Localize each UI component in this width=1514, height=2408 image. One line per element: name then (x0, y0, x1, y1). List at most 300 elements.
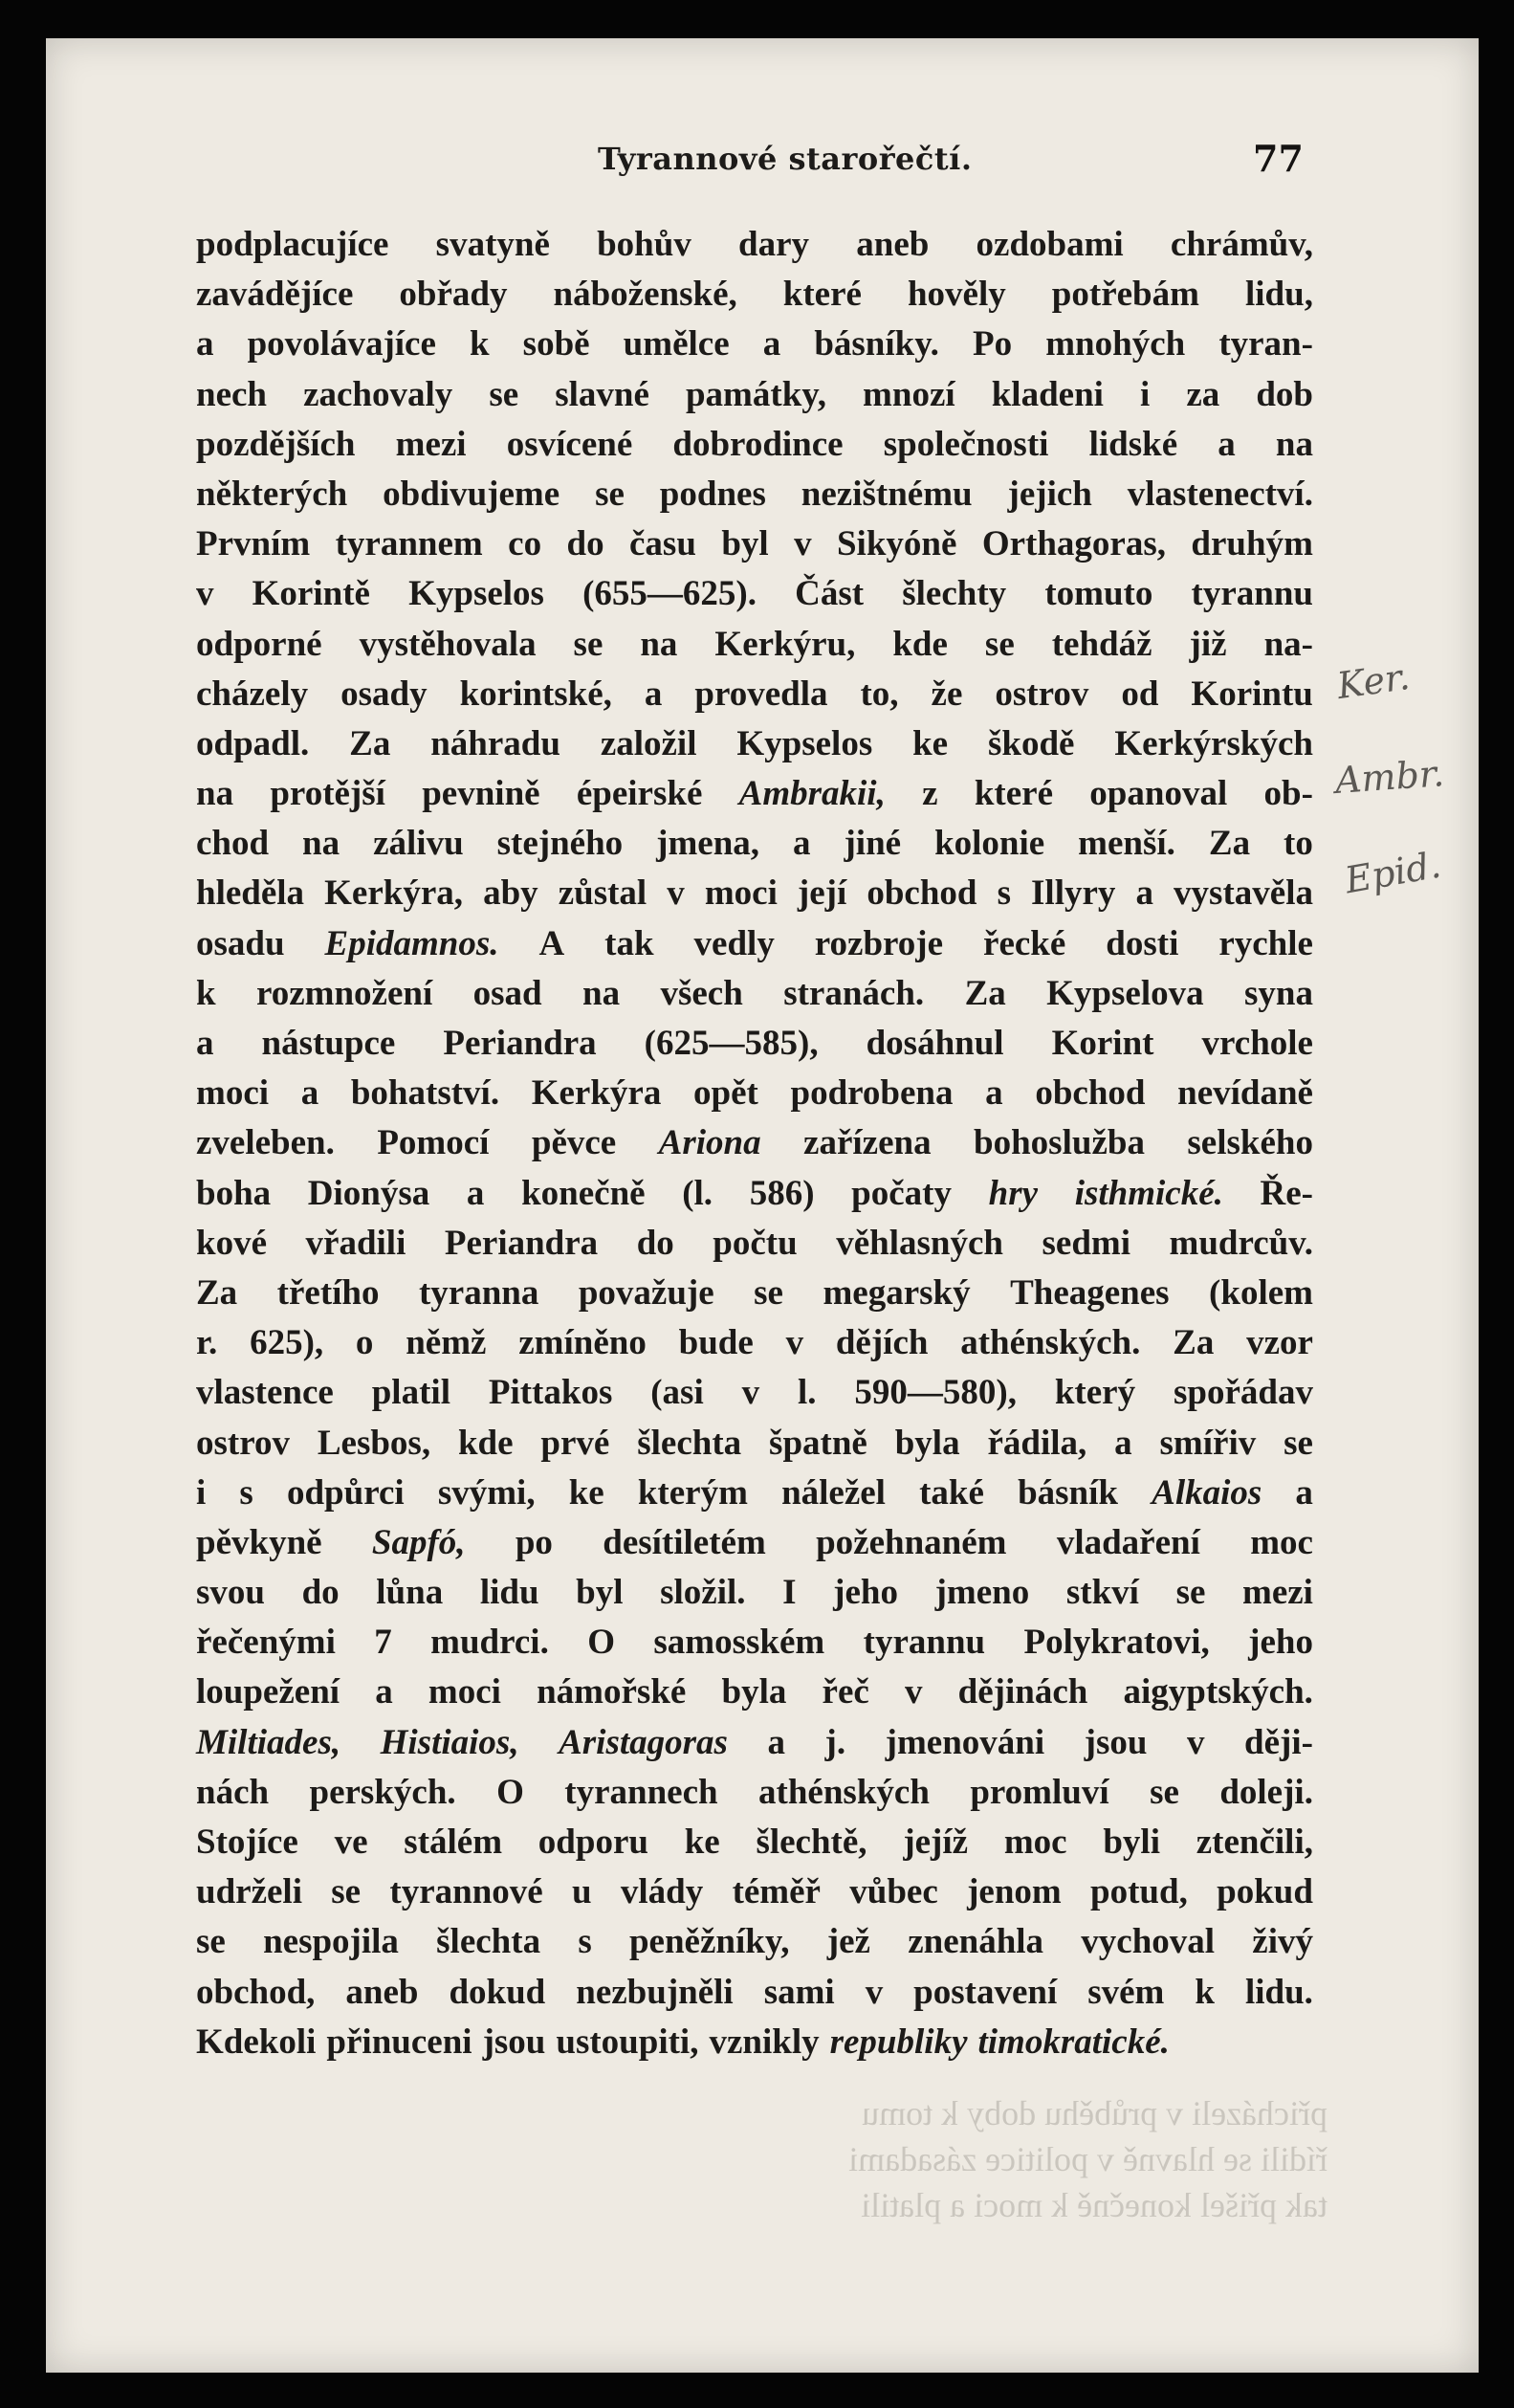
word: řádila, (987, 1423, 1087, 1463)
text-line (196, 1419, 1313, 1469)
word: bohův (597, 225, 691, 264)
word: dob (1256, 374, 1313, 414)
bleed-line: řídili se hlavně v politice zásadami (848, 2140, 1327, 2178)
word: moci (428, 1672, 501, 1712)
word: republiky (829, 2021, 968, 2062)
word: co (508, 524, 542, 564)
word: vychoval (1081, 1922, 1216, 1962)
word: šlechty (902, 574, 1007, 614)
word: jsou (1084, 1722, 1148, 1762)
word: tehdáž (1051, 624, 1152, 664)
word: opět (693, 1073, 758, 1114)
word: jejíž (903, 1823, 969, 1862)
word: znenáhla (908, 1922, 1044, 1962)
word: Kerkýru, (714, 624, 856, 664)
word: smířiv (1159, 1423, 1257, 1463)
word: vlastence (196, 1373, 334, 1413)
word: živý (1252, 1922, 1313, 1962)
word: nezbujněli (576, 1972, 734, 2012)
word: rychle (1218, 923, 1313, 963)
word: vůbec (849, 1872, 938, 1912)
word: se (331, 1872, 362, 1912)
word: postavení (913, 1972, 1058, 2012)
word: na- (1263, 624, 1313, 664)
word: nách (196, 1772, 270, 1812)
word: řeč (822, 1672, 869, 1712)
word: osvícené (506, 424, 633, 464)
word: Prvním (196, 524, 311, 564)
word: vřadili (305, 1223, 406, 1263)
word: tyrannu (1191, 574, 1313, 614)
word: rozbroje (814, 923, 944, 963)
word: svou (196, 1573, 265, 1613)
word: Alkaios (1152, 1472, 1262, 1513)
text-line (196, 1718, 1313, 1768)
word: vystěhovala (359, 624, 537, 664)
word: po (515, 1522, 553, 1562)
word: ob- (1263, 774, 1313, 814)
word: umělce (623, 324, 730, 365)
text-line (196, 1568, 1313, 1618)
word: kterým (637, 1472, 748, 1513)
word: lůna (376, 1573, 444, 1613)
word: Sapfó, (371, 1522, 466, 1562)
word: s (239, 1472, 253, 1513)
word: přinuceni (326, 2021, 472, 2062)
word: to, (860, 674, 899, 714)
word: v (785, 1323, 804, 1363)
word: zveleben. (196, 1123, 335, 1163)
word: Za (196, 1272, 238, 1313)
word: odpůrci (286, 1472, 405, 1513)
word: mudrcův. (1169, 1223, 1313, 1263)
word: stejného (496, 824, 624, 864)
word: obchod, (196, 1972, 316, 2012)
word: nevídaně (1177, 1073, 1313, 1114)
word: Polykratovi, (1023, 1623, 1210, 1663)
word: Po (973, 324, 1013, 365)
word: a (466, 1173, 485, 1213)
word: šlechtě, (756, 1823, 867, 1862)
word: obchod (1035, 1073, 1146, 1114)
word: perských. (309, 1772, 456, 1812)
word: tyrannem (335, 524, 483, 564)
word: špatně (769, 1423, 867, 1463)
book-page (46, 38, 1479, 2373)
word: potřebám (1051, 275, 1199, 315)
word: peněžníky, (628, 1922, 790, 1962)
word: osadu (196, 923, 285, 963)
word: všech (660, 973, 743, 1013)
word: s (997, 873, 1011, 914)
bleed-line: přicházeli v průběhu doby k tomu (862, 2094, 1327, 2132)
text-line (196, 1368, 1313, 1418)
word: se (984, 624, 1015, 664)
running-title: Tyrannové starořečtí. (598, 141, 973, 177)
word: Epidamnos. (324, 923, 499, 963)
word: se (573, 624, 603, 664)
word: tyran- (1218, 324, 1313, 365)
word: Kerkýrských (1114, 723, 1313, 763)
word: jsou (482, 2021, 546, 2062)
word: složil. (660, 1573, 746, 1613)
text-line (196, 1917, 1313, 1967)
word: vystavěla (1174, 873, 1313, 914)
word: řečenými (196, 1623, 336, 1663)
word: k (470, 324, 490, 365)
word: A (538, 923, 565, 963)
page-number: 77 (1253, 137, 1304, 180)
word: vznikly (709, 2021, 820, 2062)
word: který (1054, 1373, 1136, 1413)
word: lidu (479, 1573, 539, 1613)
text-line (196, 919, 1313, 969)
word: Korintě (252, 574, 370, 614)
word: a (196, 324, 214, 365)
word: Ambrakii, (738, 774, 886, 814)
word: moci (704, 873, 778, 914)
word: kde (892, 624, 948, 664)
word: ke (568, 1472, 604, 1513)
word: prvé (540, 1423, 610, 1463)
word: Illyry (1031, 873, 1116, 914)
word: kové (196, 1223, 267, 1263)
word: jmenováni (885, 1722, 1045, 1762)
word: němž (406, 1323, 487, 1363)
word: ostrov (995, 674, 1089, 714)
word: pěvkyně (196, 1522, 322, 1562)
word: chrámův, (1170, 225, 1313, 264)
word: a (300, 1073, 319, 1114)
word: se (1175, 1573, 1206, 1613)
word: byla (721, 1672, 787, 1712)
word: o (355, 1323, 374, 1363)
word: pozdějších (196, 424, 356, 464)
word: tomuto (1044, 574, 1153, 614)
word: pěvce (531, 1123, 617, 1163)
word: ostrov (196, 1423, 290, 1463)
word: i (196, 1472, 207, 1513)
word: vlády (620, 1872, 704, 1912)
word: r. (196, 1323, 218, 1363)
word: dokud (449, 1972, 546, 2012)
text-line (196, 1768, 1313, 1818)
word: Pomocí (377, 1123, 490, 1163)
word: mezi (1242, 1573, 1313, 1613)
text-line (196, 1818, 1313, 1867)
text-line (196, 320, 1313, 369)
word: škodě (987, 723, 1075, 763)
word: (l. (682, 1173, 713, 1213)
text-line (196, 1019, 1313, 1069)
word: Za (1208, 824, 1251, 864)
text-line (196, 1269, 1313, 1318)
word: odporu (538, 1823, 648, 1862)
word: Stojíce (196, 1823, 298, 1862)
word: v (865, 1972, 884, 2012)
word: do (566, 524, 604, 564)
word: nezištnému (801, 474, 973, 514)
word: Theagenes (1010, 1272, 1170, 1313)
word: jiné (844, 824, 902, 864)
word: a (1295, 1472, 1313, 1513)
word: protější (270, 774, 385, 814)
word: a (793, 824, 811, 864)
word: náboženské, (553, 275, 737, 315)
word: ke (912, 723, 949, 763)
text-line (196, 1069, 1313, 1118)
word: aigyptských. (1123, 1672, 1313, 1712)
word: Kypselos (408, 574, 544, 614)
word: potud, (1090, 1872, 1188, 1912)
word: zavádějíce (196, 275, 354, 315)
word: zařízena (803, 1123, 932, 1163)
word: lidu, (1244, 275, 1313, 315)
word: nástupce (261, 1024, 396, 1063)
word: považuje (578, 1272, 714, 1313)
word: tyrannech (564, 1772, 718, 1812)
text-line (196, 270, 1313, 320)
word: v (905, 1672, 923, 1712)
word: provedla (694, 674, 828, 714)
word: svatyně (435, 225, 550, 264)
word: se (489, 374, 519, 414)
word: Dionýsa (307, 1173, 430, 1213)
word: a (375, 1672, 393, 1712)
word: zůstal (558, 873, 647, 914)
word: řecké (983, 923, 1066, 963)
word: památky, (685, 374, 826, 414)
word: l. (797, 1373, 817, 1413)
word: osad (472, 973, 542, 1013)
word: se (595, 474, 625, 514)
word: povolávajíce (247, 324, 436, 365)
word: z (922, 774, 938, 814)
text-line (196, 1469, 1313, 1518)
word: dějích (835, 1323, 929, 1363)
word: zálivu (373, 824, 464, 864)
word: jenom (967, 1872, 1062, 1912)
word: spořádav (1173, 1373, 1313, 1413)
word: O (587, 1623, 616, 1663)
word: sobě (522, 324, 590, 365)
word: (655—625). (582, 574, 757, 614)
text-line (196, 1169, 1313, 1219)
word: mnozí (863, 374, 955, 414)
word: svými, (437, 1472, 536, 1513)
text-line (196, 869, 1313, 918)
word: Kerkýra, (324, 873, 463, 914)
text-line (196, 1867, 1313, 1917)
word: Za (1173, 1323, 1215, 1363)
text-line (196, 1968, 1313, 2018)
word: byl (576, 1573, 624, 1613)
word: nespojila (263, 1922, 399, 1962)
word: (kolem (1209, 1272, 1313, 1313)
word: byli (1103, 1823, 1160, 1862)
word: na (1275, 424, 1313, 464)
word: 625), (250, 1323, 324, 1363)
word: Část (795, 574, 865, 614)
word: isthmické. (1074, 1173, 1223, 1213)
word: épeirské (576, 774, 703, 814)
word: k (1195, 1972, 1215, 2012)
text-line (196, 370, 1313, 420)
text-line (196, 819, 1313, 869)
word: stranách. (783, 973, 925, 1013)
word: ztenčili, (1196, 1823, 1313, 1862)
word: mezi (395, 424, 467, 464)
word: samosském (653, 1623, 825, 1663)
word: do (636, 1223, 674, 1263)
word: náležel (781, 1472, 886, 1513)
word: také (919, 1472, 984, 1513)
word: stkví (1065, 1573, 1139, 1613)
word: na (582, 973, 621, 1013)
word: některých (196, 474, 348, 514)
word: vzor (1246, 1323, 1313, 1363)
word: moci (196, 1073, 270, 1114)
word: a (196, 1024, 214, 1063)
word: obdivujeme (383, 474, 560, 514)
word: tyrannu (863, 1623, 986, 1663)
word: pevnině (422, 774, 540, 814)
word: obřady (399, 275, 508, 315)
word: odpadl. (196, 723, 310, 763)
word: a (1218, 424, 1236, 464)
word: syna (1244, 973, 1313, 1013)
word: timokratické. (977, 2021, 1170, 2062)
word: na (196, 774, 234, 814)
word: šlechta (637, 1423, 742, 1463)
word: Ariona (658, 1123, 761, 1163)
word: Orthagoras, (981, 524, 1167, 564)
word: druhým (1191, 524, 1313, 564)
word: ke (684, 1823, 720, 1862)
word: zachovaly (303, 374, 453, 414)
word: dosti (1106, 923, 1179, 963)
word: konečně (521, 1173, 646, 1213)
word: Miltiades, (196, 1722, 341, 1762)
word: ve (334, 1823, 368, 1862)
text-line (196, 769, 1313, 819)
word: kde (457, 1423, 514, 1463)
word: jejich (1007, 474, 1092, 514)
text-line (196, 620, 1313, 670)
word: byl (721, 524, 769, 564)
bleed-through-text (189, 2090, 1327, 2228)
word: byla (894, 1423, 960, 1463)
word: aneb (856, 225, 930, 264)
word: v (794, 524, 812, 564)
word: v (667, 873, 685, 914)
word: v (196, 574, 214, 614)
word: již (1189, 624, 1227, 664)
word: nech (196, 374, 267, 414)
text-line (196, 1618, 1313, 1668)
word: vedly (693, 923, 775, 963)
text-line (196, 519, 1313, 569)
running-head (46, 137, 1479, 188)
word: aneb (345, 1972, 419, 2012)
word: vladaření (1056, 1522, 1200, 1562)
margin-note: Ambr. (1333, 752, 1446, 802)
word: Periandra (444, 1223, 599, 1263)
text-line (196, 1668, 1313, 1717)
word: sami (763, 1972, 835, 2012)
body-text (196, 220, 1313, 2067)
word: slavné (555, 374, 649, 414)
text-line (196, 220, 1313, 270)
word: I (782, 1573, 797, 1613)
word: podnes (659, 474, 766, 514)
word: ustoupiti, (556, 2021, 699, 2062)
bleed-line: tak přišel konečně k moci a platili (861, 2186, 1327, 2224)
word: bohatství. (350, 1073, 500, 1114)
word: do (301, 1573, 340, 1613)
text-line (196, 1518, 1313, 1568)
word: téměř (732, 1872, 821, 1912)
word: 7 (374, 1623, 392, 1663)
word: O (496, 1772, 524, 1812)
word: náhradu (430, 723, 560, 763)
word: platil (371, 1373, 450, 1413)
word: jež (826, 1922, 870, 1962)
word: tyrannové (389, 1872, 543, 1912)
word: a (644, 674, 663, 714)
word: (asi (650, 1373, 704, 1413)
margin-note: Epid. (1341, 843, 1444, 902)
word: počtu (713, 1223, 798, 1263)
word: aby (483, 873, 538, 914)
word: ději- (1244, 1722, 1313, 1762)
word: v (741, 1373, 760, 1413)
word: selského (1187, 1123, 1313, 1163)
word: času (629, 524, 696, 564)
word: na (302, 824, 340, 864)
word: Sikyóně (836, 524, 957, 564)
word: třetího (276, 1272, 380, 1313)
text-line (196, 2018, 1313, 2067)
word: Aristagoras (559, 1722, 728, 1762)
word: desítiletém (603, 1522, 766, 1562)
word: rozmnožení (255, 973, 433, 1013)
word: Za (349, 723, 391, 763)
word: 590—580), (854, 1373, 1017, 1413)
word: počaty (851, 1173, 952, 1213)
word: moc (1250, 1522, 1313, 1562)
word: ozdobami (976, 225, 1124, 264)
word: svém (1087, 1972, 1165, 2012)
text-line (196, 420, 1313, 470)
word: to (1284, 824, 1313, 864)
word: promluví (970, 1772, 1109, 1812)
word: mudrci. (430, 1623, 549, 1663)
word: básník (1018, 1472, 1118, 1513)
word: jeho (1248, 1623, 1313, 1663)
word: se (1150, 1772, 1179, 1812)
word: a (762, 324, 781, 365)
word: athénských. (960, 1323, 1141, 1363)
word: tak (604, 923, 654, 963)
text-line (196, 1318, 1313, 1368)
word: obchod (867, 873, 977, 914)
text-line (196, 470, 1313, 519)
word: Kypselova (1046, 973, 1204, 1013)
word: u (572, 1872, 592, 1912)
word: na (640, 624, 678, 664)
word: založil (600, 723, 697, 763)
